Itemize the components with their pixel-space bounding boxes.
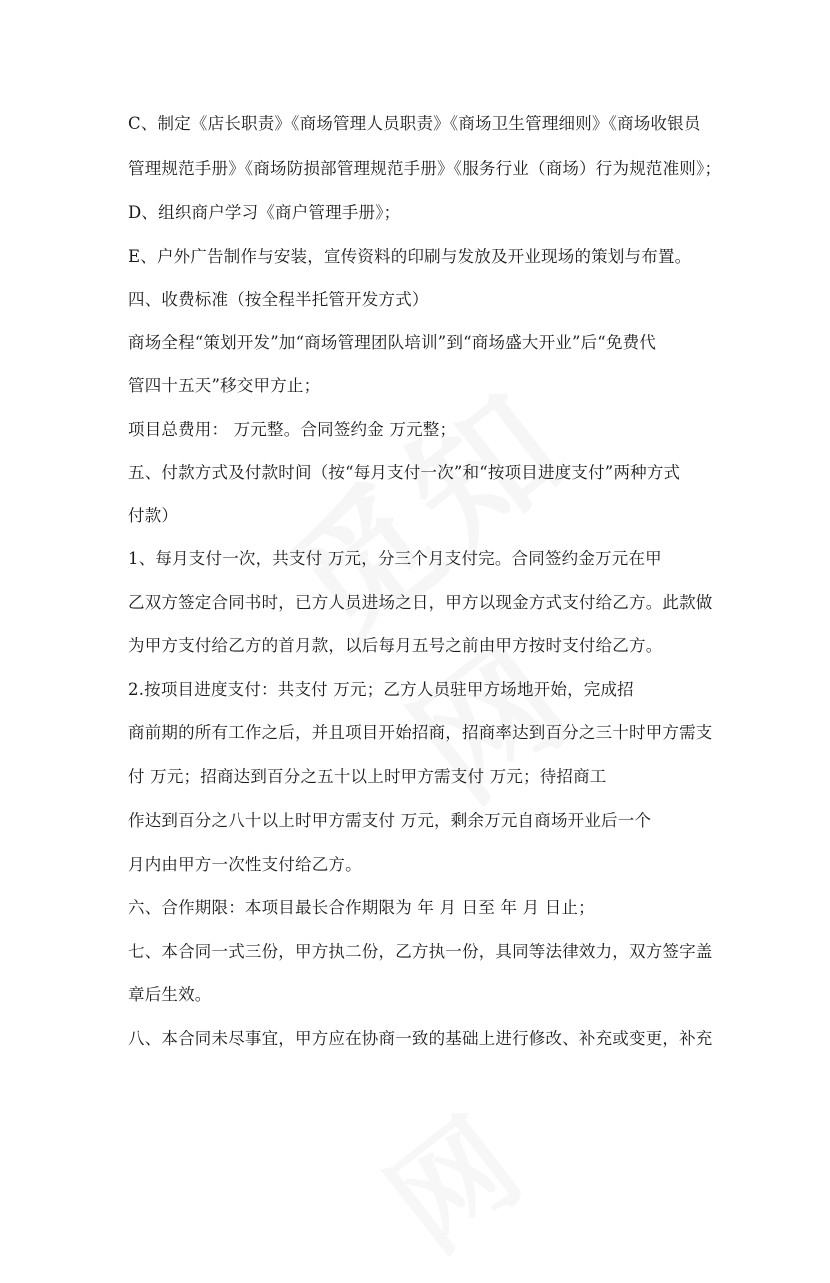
paragraph-line: 商场全程“策划开发”加“商场管理团队培训”到“商场盛大开业”后“免费代: [128, 333, 657, 352]
paragraph-line: 八、本合同未尽事宜，甲方应在协商一致的基础上进行修改、补充或变更，补充: [128, 1029, 713, 1048]
paragraph-line: 月内由甲方一次性支付给乙方。: [128, 855, 362, 874]
paragraph-line: 章后生效。: [128, 985, 212, 1004]
paragraph-line: 1、每月支付一次，共支付 万元，分三个月支付完。合同签约金万元在甲: [128, 549, 662, 568]
section-heading: 四、收费标准（按全程半托管开发方式）: [128, 290, 429, 309]
watermark-secondary: [349, 962, 672, 1257]
paragraph-line: 六、合作期限：本项目最长合作期限为 年 月 日至 年 月 日止；: [128, 898, 595, 917]
paragraph-line: 七、本合同一式三份，甲方执二份，乙方执一份，具同等法律效力，双方签字盖: [128, 942, 713, 961]
paragraph-line: 管四十五天”移交甲方止；: [128, 376, 321, 395]
paragraph-line: 付 万元；招商达到百分之五十以上时甲方需支付 万元；待招商工: [128, 767, 607, 786]
paragraph-line: 商前期的所有工作之后，并且项目开始招商，招商率达到百分之三十时甲方需支: [128, 723, 713, 742]
section-heading: 付款）: [128, 506, 179, 525]
paragraph-line: 项目总费用： 万元整。合同签约金 万元整；: [128, 420, 457, 439]
paragraph-line: C、制定《店长职责》《商场管理人员职责》《商场卫生管理细则》《商场收银员: [128, 114, 701, 133]
paragraph-line: 作达到百分之八十以上时甲方需支付 万元，剩余万元自商场开业后一个: [128, 811, 652, 830]
paragraph-line: 为甲方支付给乙方的首月款，以后每月五号之前由甲方按时支付给乙方。: [128, 636, 663, 655]
paragraph-line: 2.按项目进度支付：共支付 万元；乙方人员驻甲方场地开始，完成招: [128, 680, 634, 699]
paragraph-line: 管理规范手册》《商场防损部管理规范手册》《服务行业（商场）行为规范准则》；: [128, 159, 722, 178]
paragraph-line: 乙双方签定合同书时，已方人员进场之日，甲方以现金方式支付给乙方。此款做: [128, 593, 713, 612]
paragraph-line: E、户外广告制作与安装，宣传资料的印刷与发放及开业现场的策划与布置。: [128, 247, 692, 266]
paragraph-line: D、组织商户学习《商户管理手册》；: [128, 203, 401, 222]
section-heading: 五、付款方式及付款时间（按“每月支付一次”和“按项目进度支付”两种方式: [128, 463, 681, 482]
